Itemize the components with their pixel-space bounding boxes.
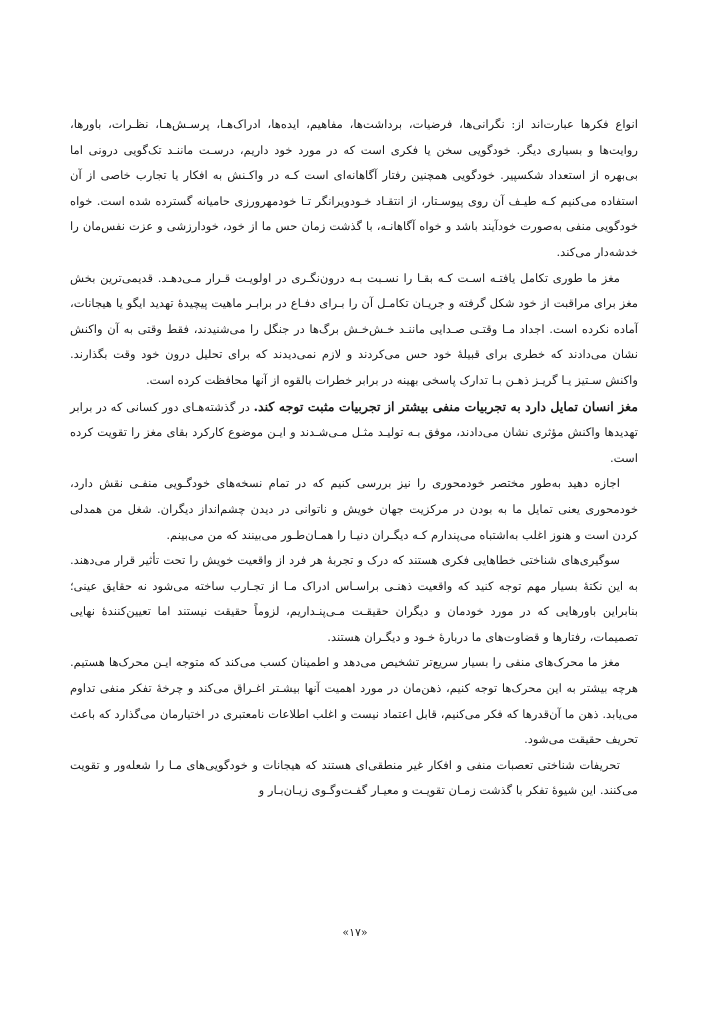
paragraph-5: سوگیری‌های شناختی خطاهایی فکری هستند که درک و تجربهٔ هر فرد از واقعیت خویش را تحت تأثیر قرار می‌دهند. به این نکتهٔ بسیار مهم توجه کنید که واقعیت ذهنـی براسـاس ادراک مـا از تجـارب ساخته می‌شود نه حقایق عینی؛ بنابراین باورهایی که در مورد خودمان و دیگران حقیقـت مـی‌پنـداریم، لزوماً حقیقت نیستند اما تعیین‌کنندهٔ نهایی تصمیمات، رفتارها و قضاوت‌های ما دربارهٔ خـود و دیگـران هستند.	[70, 553, 638, 644]
paragraph-7: تحریفات شناختی تعصبات منفی و افکار غیر منطقی‌ای هستند که هیجانات و خودگویی‌های مـا را شعله‌ور و تقویت می‌کنند. این شیوهٔ تفکر با گذشت زمـان تقویـت و معیـار گفـت‌وگـوی زیـان‌بـار و	[70, 757, 638, 798]
paragraph-3-body: در گذشته‌هـای دور کسانی که در برابر تهدیدها واکنش مؤثری نشان می‌دادند، موفق بـه تولیـد مثـل مـی‌شـدند و ایـن موضوع کارکرد بقای مغز را تقویت کرده است.	[70, 399, 638, 465]
paragraph-1: انواع فکرها عبارت‌اند از: نگرانی‌ها، فرضیات، برداشت‌ها، مفاهیم، ایده‌ها، ادراک‌هـا، پرسـش‌هـا، نظـرات، باورها، روایت‌ها و بسیاری دیگر. خودگویی سخن یا فکری است که در مورد خود داریم، درسـت ماننـد تک‌گویی درونی اما بی‌بهره از استعداد شکسپیر. خودگویی همچنین رفتار آگاهانه‌ای است کـه در واکـنش به افکار یا تجارب خاصی از آن استفاده می‌کنیم کـه طیـف آن روی پیوسـتار، از انتقـاد خـودویرانگر تـا خودمهرورزی حامیانه گسترده شده است. خواه خودگویی منفی به‌صورت خودآیند باشد و خواه آگاهانـه، با گذشت زمان حس ما از خود، خودارزشی و عزت نفس‌مان را خدشه‌دار می‌کند.	[70, 117, 638, 259]
page-body	[70, 112, 638, 804]
paragraph-3	[70, 394, 638, 472]
page-number: «۱۷»	[342, 926, 368, 939]
paragraph-3-lead: مغز انسان تمایل دارد به تجربیات منفی بیشتر از تجربیات مثبت توجه کند.	[253, 398, 638, 414]
paragraph-2: مغز ما طوری تکامل یافتـه اسـت کـه بقـا را نسـبت بـه درون‌نگـری در اولویـت قـرار مـی‌دهـد. قدیمی‌ترین بخش مغز برای مراقبت از خود شکل گرفته و جریـان تکامـل آن را بـرای دفـاع در برابـر ماهیت پیچیدهٔ تهدید ایگو یا هیجانات، آماده نکرده است. اجداد مـا وقتـی صـدایی ماننـد خـش‌خـش برگ‌ها در جنگل را می‌شنیدند، فقط وقتی به آن واکنش نشان می‌دادند که خطری برای قبیلهٔ خود حس می‌کردند و لازم نمی‌دیدند که برای تحلیل درون خود وقت بگذارند. واکنش سـتیز یـا گریـز ذهـن بـا تدارک پاسخی بهینه در برابر خطرات بالقوه از آنها محافظت کرده است.	[70, 270, 638, 387]
paragraph-4: اجازه دهید به‌طور مختصر خودمحوری را نیز بررسی کنیم که در تمام نسخه‌های خودگـویی منفـی نقش دارد، خودمحوری یعنی تمایل ما به بودن در مرکزیت جهان خویش و ناتوانی در دیدن چشم‌انداز دیگران. شغل من همدلی کردن است و هنوز اغلب به‌اشتباه می‌پندارم کـه دیگـران دنیـا را همـان‌طـور می‌بینند که من می‌بینم.	[70, 476, 638, 542]
paragraph-6: مغز ما محرک‌های منفی را بسیار سریع‌تر تشخیص می‌دهد و اطمینان کسب می‌کند که متوجه ایـن محرک‌ها هستیم. هرچه بیشتر به این محرک‌ها توجه کنیم، ذهن‌مان در مورد اهمیت آنها بیشـتر اغـراق می‌کند و چرخهٔ تفکر منفی تداوم می‌یابد. ذهن ما آن‌قدرها که فکر می‌کنیم، قابل اعتماد نیست و اغلب اطلاعات نامعتبری در اختیارمان می‌گذارد که باعث تحریف حقیقت می‌شود.	[70, 655, 638, 747]
